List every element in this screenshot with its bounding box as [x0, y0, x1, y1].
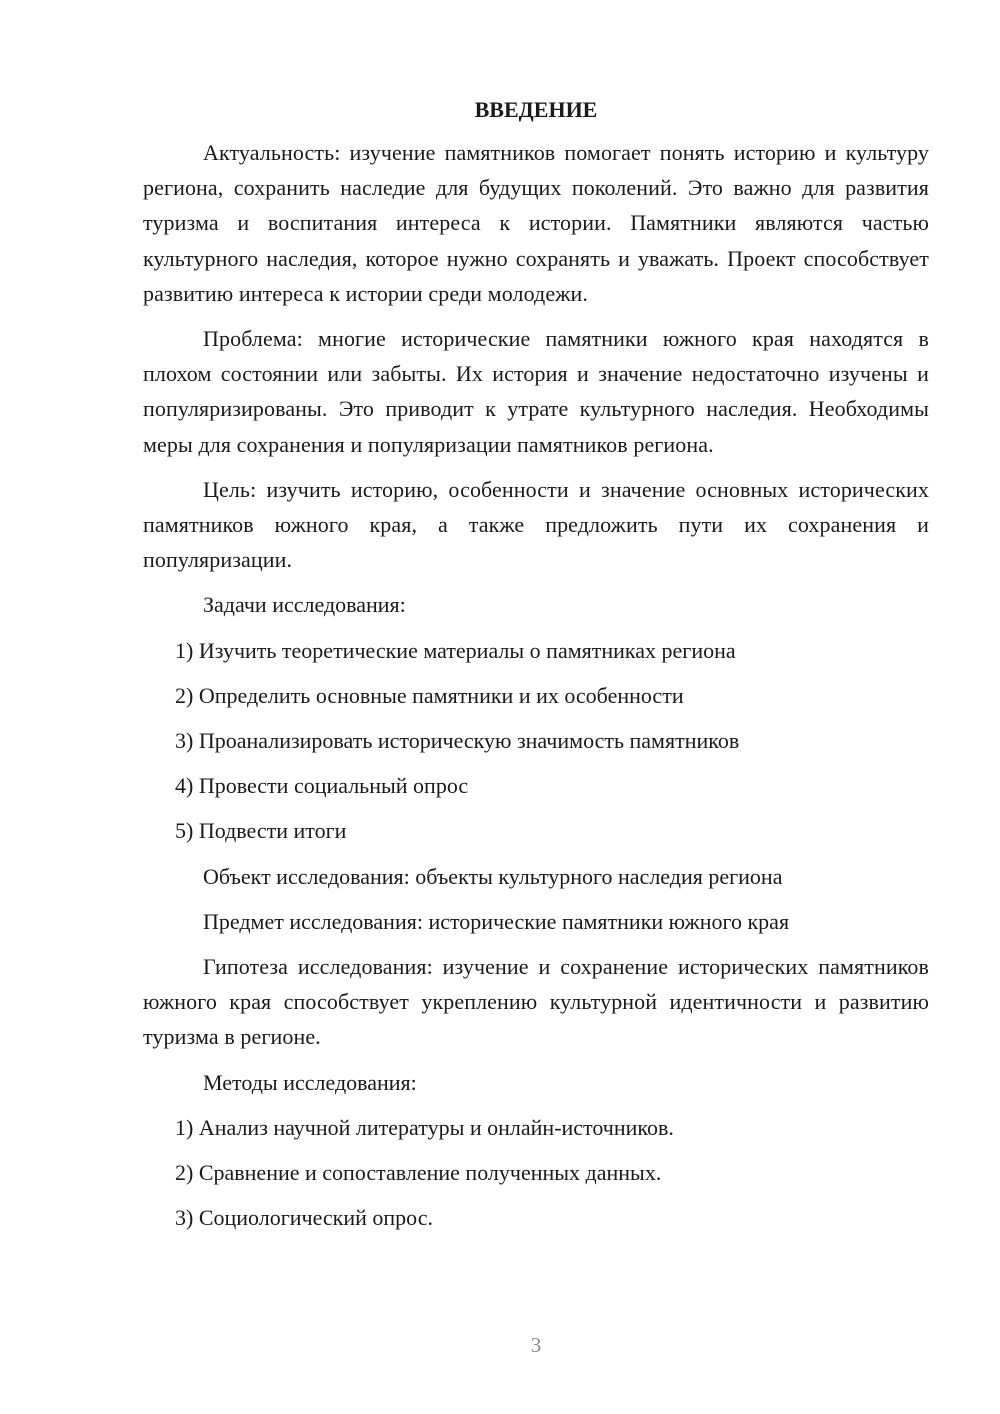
task-item: 5) Подвести итоги — [175, 818, 347, 844]
research-subject: Предмет исследования: исторические памятники южного края — [203, 908, 790, 934]
method-item: 3) Социологический опрос. — [175, 1205, 433, 1231]
research-object: Объект исследования: объекты культурного наследия региона — [203, 863, 783, 889]
relevance-paragraph: Актуальность: изучение памятников помогает понять историю и культуру региона, сохранить наследие для будущих поколений. Это важно для развития туризма и воспитания интереса к истории. Памятники являются частью культурного наследия, которое нужно сохранять и уважать. Проект способствует развитию интереса к истории среди молодежи. — [143, 140, 929, 306]
task-item: 1) Изучить теоретические материалы о памятниках региона — [175, 637, 736, 663]
document-page — [143, 95, 929, 1245]
method-item: 2) Сравнение и сопоставление полученных данных. — [175, 1160, 662, 1186]
page-number: 3 — [530, 1333, 542, 1357]
task-item: 3) Проанализировать историческую значимость памятников — [175, 728, 740, 754]
goal-paragraph: Цель: изучить историю, особенности и значение основных исторических памятников южного края, а также предложить пути их сохранения и популяризации. — [143, 476, 929, 573]
hypothesis-paragraph: Гипотеза исследования: изучение и сохранение исторических памятников южного края способствует укреплению культурной идентичности и развитию туризма в регионе. — [143, 954, 929, 1050]
task-item: 4) Провести социальный опрос — [175, 773, 469, 799]
page-title: ВВЕДЕНИЕ — [474, 97, 598, 122]
problem-paragraph: Проблема: многие исторические памятники южного края находятся в плохом состоянии или забыты. Их история и значение недостаточно изучены и популяризированы. Это приводит к утрате культурного наследия. Необходимы меры для сохранения и популяризации памятников региона. — [143, 326, 929, 457]
methods-heading: Методы исследования: — [203, 1069, 417, 1095]
method-item: 1) Анализ научной литературы и онлайн-источников. — [175, 1114, 674, 1140]
task-item: 2) Определить основные памятники и их особенности — [175, 682, 684, 708]
tasks-heading: Задачи исследования: — [203, 592, 406, 618]
